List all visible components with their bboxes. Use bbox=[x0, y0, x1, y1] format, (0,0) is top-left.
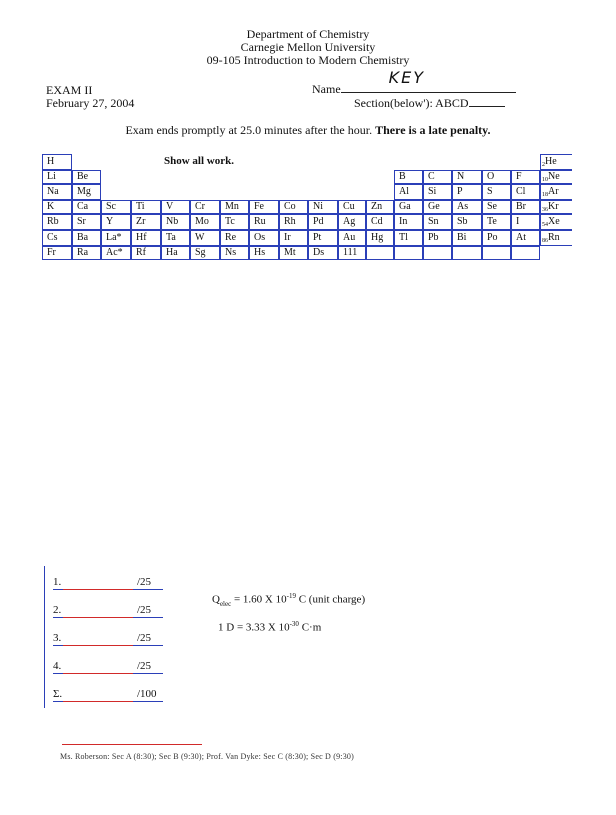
element-cell bbox=[423, 214, 452, 230]
element-symbol: Ge bbox=[428, 201, 440, 212]
element-symbol: Au bbox=[343, 232, 356, 243]
element-cell bbox=[131, 230, 161, 246]
score-blank bbox=[63, 673, 133, 674]
element-cell bbox=[279, 200, 308, 214]
score-label: 1. bbox=[53, 576, 62, 588]
empty-element-cell bbox=[366, 246, 394, 260]
element-symbol: Si bbox=[428, 186, 437, 197]
element-cell bbox=[482, 200, 511, 214]
element-cell bbox=[190, 230, 220, 246]
element-symbol: O bbox=[487, 171, 495, 182]
element-symbol: Co bbox=[284, 201, 296, 212]
element-symbol: Mt bbox=[284, 247, 296, 258]
element-symbol: La* bbox=[106, 232, 122, 243]
element-symbol: S bbox=[487, 186, 493, 197]
element-symbol: Pb bbox=[428, 232, 439, 243]
element-symbol: Ga bbox=[399, 201, 411, 212]
score-row bbox=[53, 632, 173, 646]
score-points: /25 bbox=[137, 632, 152, 644]
element-cell bbox=[42, 170, 72, 184]
empty-element-cell bbox=[511, 246, 540, 260]
exam-notice-text: Exam ends promptly at 25.0 minutes after the hour. bbox=[125, 123, 373, 137]
show-work-note: Show all work. bbox=[164, 155, 234, 167]
element-symbol: Ni bbox=[313, 201, 323, 212]
section-schedule: Ms. Roberson: Sec A (8:30); Sec B (9:30); Prof. Van Dyke: Sec C (8:30); Sec D (9:30) bbox=[60, 752, 354, 761]
element-symbol: Na bbox=[47, 186, 59, 197]
element-symbol: Nb bbox=[166, 216, 179, 227]
element-symbol: Ag bbox=[343, 216, 356, 227]
element-cell bbox=[540, 184, 572, 200]
element-symbol: Al bbox=[399, 186, 409, 197]
element-cell bbox=[394, 184, 423, 200]
element-symbol: Os bbox=[254, 232, 266, 243]
element-symbol: Sc bbox=[106, 201, 116, 212]
element-symbol: Y bbox=[106, 216, 114, 227]
element-cell bbox=[423, 230, 452, 246]
element-cell bbox=[220, 214, 249, 230]
element-symbol: Ca bbox=[77, 201, 89, 212]
element-cell bbox=[511, 214, 540, 230]
element-cell bbox=[72, 184, 101, 200]
element-cell bbox=[452, 170, 482, 184]
element-cell bbox=[540, 214, 572, 230]
score-row-total bbox=[53, 688, 173, 702]
element-symbol: Ba bbox=[77, 232, 89, 243]
element-cell bbox=[511, 200, 540, 214]
debye-unit: C·m bbox=[298, 621, 322, 634]
element-cell bbox=[42, 200, 72, 214]
atomic-number: 36 bbox=[542, 207, 548, 213]
score-box bbox=[44, 566, 173, 708]
element-cell bbox=[42, 184, 72, 200]
q-unit: C (unit charge) bbox=[295, 593, 366, 606]
debye-exponent: -30 bbox=[289, 620, 299, 628]
score-blank bbox=[63, 701, 133, 702]
element-cell bbox=[540, 170, 572, 184]
late-penalty-text: There is a late penalty. bbox=[375, 123, 491, 137]
element-symbol: H bbox=[47, 156, 55, 167]
element-cell bbox=[249, 246, 279, 260]
element-symbol: Ra bbox=[77, 247, 89, 258]
element-cell bbox=[338, 214, 366, 230]
element-symbol: Cr bbox=[195, 201, 205, 212]
element-cell bbox=[366, 230, 394, 246]
element-symbol: Cd bbox=[371, 216, 383, 227]
element-symbol: Ir bbox=[284, 232, 291, 243]
score-blank bbox=[63, 645, 133, 646]
empty-element-cell bbox=[394, 246, 423, 260]
element-symbol: Kr bbox=[548, 201, 559, 212]
element-cell bbox=[42, 154, 72, 170]
empty-element-cell bbox=[423, 246, 452, 260]
document-header bbox=[0, 28, 616, 67]
element-symbol: At bbox=[516, 232, 526, 243]
element-cell bbox=[101, 214, 131, 230]
atomic-number: 18 bbox=[542, 192, 548, 198]
element-cell bbox=[279, 246, 308, 260]
element-symbol: Tl bbox=[399, 232, 408, 243]
element-symbol: Fr bbox=[47, 247, 56, 258]
element-cell bbox=[131, 214, 161, 230]
element-symbol: Hg bbox=[371, 232, 384, 243]
name-blank bbox=[341, 68, 516, 93]
element-cell bbox=[161, 214, 190, 230]
element-cell bbox=[423, 170, 452, 184]
element-cell bbox=[101, 200, 131, 214]
element-cell bbox=[423, 184, 452, 200]
exam-title: EXAM II bbox=[46, 83, 93, 97]
score-blank bbox=[63, 589, 133, 590]
department-line: Department of Chemistry bbox=[246, 27, 370, 41]
element-cell bbox=[338, 246, 366, 260]
element-cell bbox=[308, 214, 338, 230]
q-value: = 1.60 X 10 bbox=[231, 593, 287, 606]
element-symbol: Hf bbox=[136, 232, 147, 243]
element-cell bbox=[131, 246, 161, 260]
element-cell bbox=[190, 200, 220, 214]
atomic-number: 86 bbox=[542, 238, 548, 244]
element-cell bbox=[423, 200, 452, 214]
element-cell bbox=[249, 200, 279, 214]
element-cell bbox=[72, 170, 101, 184]
section-blank bbox=[469, 96, 505, 107]
element-symbol: Fe bbox=[254, 201, 264, 212]
element-cell bbox=[249, 214, 279, 230]
element-cell bbox=[540, 154, 572, 170]
element-cell bbox=[394, 200, 423, 214]
element-cell bbox=[511, 230, 540, 246]
element-symbol: Cu bbox=[343, 201, 355, 212]
element-cell bbox=[452, 230, 482, 246]
element-symbol: Pd bbox=[313, 216, 324, 227]
element-cell bbox=[190, 214, 220, 230]
element-symbol: Ar bbox=[548, 186, 559, 197]
element-symbol: Se bbox=[487, 201, 497, 212]
element-cell bbox=[482, 230, 511, 246]
empty-element-cell bbox=[482, 246, 511, 260]
element-cell bbox=[540, 230, 572, 246]
element-symbol: Sr bbox=[77, 216, 86, 227]
element-symbol: B bbox=[399, 171, 406, 182]
element-symbol: As bbox=[457, 201, 469, 212]
element-cell bbox=[394, 170, 423, 184]
element-symbol: Zr bbox=[136, 216, 146, 227]
score-row bbox=[53, 604, 173, 618]
element-symbol: Sb bbox=[457, 216, 468, 227]
score-points: /25 bbox=[137, 660, 152, 672]
element-symbol: He bbox=[545, 156, 557, 167]
element-cell bbox=[72, 246, 101, 260]
atomic-number: 54 bbox=[542, 222, 548, 228]
empty-element-cell bbox=[452, 246, 482, 260]
element-cell bbox=[366, 214, 394, 230]
score-label: 4. bbox=[53, 660, 62, 672]
element-symbol: Rf bbox=[136, 247, 146, 258]
element-cell bbox=[161, 246, 190, 260]
element-symbol: In bbox=[399, 216, 408, 227]
element-symbol: Mn bbox=[225, 201, 239, 212]
name-field bbox=[312, 68, 516, 97]
element-cell bbox=[220, 246, 249, 260]
element-symbol: 111 bbox=[343, 247, 358, 258]
element-symbol: Cl bbox=[516, 186, 526, 197]
element-cell bbox=[161, 200, 190, 214]
element-cell bbox=[540, 200, 572, 214]
name-label: Name bbox=[312, 82, 341, 96]
element-symbol: Rn bbox=[548, 232, 560, 243]
element-symbol: Hs bbox=[254, 247, 266, 258]
element-symbol: Br bbox=[516, 201, 526, 212]
element-cell bbox=[452, 200, 482, 214]
element-cell bbox=[220, 200, 249, 214]
element-cell bbox=[249, 230, 279, 246]
element-symbol: I bbox=[516, 216, 520, 227]
element-cell bbox=[308, 246, 338, 260]
element-symbol: Ne bbox=[548, 171, 560, 182]
element-cell bbox=[101, 246, 131, 260]
elementary-charge-constant bbox=[212, 592, 365, 608]
element-symbol: Ru bbox=[254, 216, 266, 227]
name-value: KEY bbox=[388, 68, 426, 87]
q-exponent: -19 bbox=[286, 592, 296, 600]
element-cell bbox=[338, 200, 366, 214]
score-label: 3. bbox=[53, 632, 62, 644]
debye-value: 1 D = 3.33 X 10 bbox=[218, 621, 290, 634]
element-symbol: Be bbox=[77, 171, 89, 182]
footer-rule bbox=[62, 744, 202, 745]
element-cell bbox=[42, 214, 72, 230]
element-cell bbox=[101, 230, 131, 246]
element-cell bbox=[308, 230, 338, 246]
element-symbol: Zn bbox=[371, 201, 383, 212]
university-line: Carnegie Mellon University bbox=[240, 40, 376, 54]
element-cell bbox=[42, 230, 72, 246]
element-cell bbox=[482, 184, 511, 200]
score-points: /25 bbox=[137, 576, 152, 588]
element-symbol: Te bbox=[487, 216, 497, 227]
element-cell bbox=[394, 214, 423, 230]
element-symbol: P bbox=[457, 186, 463, 197]
element-symbol: Ac* bbox=[106, 247, 123, 258]
element-cell bbox=[190, 246, 220, 260]
element-symbol: C bbox=[428, 171, 435, 182]
exam-date: February 27, 2004 bbox=[46, 96, 135, 110]
element-cell bbox=[452, 214, 482, 230]
element-symbol: Pt bbox=[313, 232, 322, 243]
element-cell bbox=[279, 214, 308, 230]
element-symbol: V bbox=[166, 201, 174, 212]
element-symbol: Ta bbox=[166, 232, 176, 243]
element-symbol: Rb bbox=[47, 216, 59, 227]
element-symbol: Sn bbox=[428, 216, 439, 227]
element-cell bbox=[366, 200, 394, 214]
exam-info bbox=[46, 84, 134, 110]
score-points: /100 bbox=[137, 688, 157, 700]
element-symbol: Ds bbox=[313, 247, 325, 258]
score-label: 2. bbox=[53, 604, 62, 616]
q-subscript: elec bbox=[219, 599, 232, 608]
element-cell bbox=[161, 230, 190, 246]
debye-constant bbox=[218, 620, 321, 634]
score-points: /25 bbox=[137, 604, 152, 616]
element-cell bbox=[131, 200, 161, 214]
element-symbol: Xe bbox=[548, 216, 560, 227]
element-cell bbox=[452, 184, 482, 200]
element-symbol: Ns bbox=[225, 247, 237, 258]
element-cell bbox=[72, 214, 101, 230]
element-symbol: Po bbox=[487, 232, 498, 243]
element-symbol: Cs bbox=[47, 232, 58, 243]
element-symbol: Tc bbox=[225, 216, 235, 227]
element-cell bbox=[42, 246, 72, 260]
element-cell bbox=[511, 184, 540, 200]
element-cell bbox=[308, 200, 338, 214]
element-symbol: Rh bbox=[284, 216, 296, 227]
q-symbol: Q bbox=[212, 593, 220, 606]
atomic-number: 2 bbox=[542, 162, 545, 168]
element-symbol: W bbox=[195, 232, 205, 243]
element-cell bbox=[511, 170, 540, 184]
atomic-number: 10 bbox=[542, 177, 548, 183]
section-label: Section(below'): ABCD bbox=[354, 96, 469, 110]
element-symbol: K bbox=[47, 201, 55, 212]
element-symbol: Ti bbox=[136, 201, 145, 212]
score-label: Σ. bbox=[53, 688, 63, 700]
element-symbol: Bi bbox=[457, 232, 467, 243]
score-blank bbox=[63, 617, 133, 618]
element-cell bbox=[394, 230, 423, 246]
course-line: 09-105 Introduction to Modern Chemistry bbox=[206, 53, 410, 67]
element-symbol: Re bbox=[225, 232, 237, 243]
exam-notice bbox=[0, 123, 616, 138]
element-cell bbox=[279, 230, 308, 246]
element-symbol: F bbox=[516, 171, 522, 182]
element-cell bbox=[72, 230, 101, 246]
element-symbol: Mo bbox=[195, 216, 209, 227]
element-cell bbox=[72, 200, 101, 214]
element-cell bbox=[482, 214, 511, 230]
element-symbol: Sg bbox=[195, 247, 206, 258]
element-symbol: N bbox=[457, 171, 465, 182]
element-cell bbox=[482, 170, 511, 184]
section-field bbox=[354, 96, 505, 111]
element-symbol: Mg bbox=[77, 186, 91, 197]
element-symbol: Li bbox=[47, 171, 56, 182]
element-symbol: Ha bbox=[166, 247, 178, 258]
element-cell bbox=[220, 230, 249, 246]
score-row bbox=[53, 576, 173, 590]
element-cell bbox=[338, 230, 366, 246]
score-row bbox=[53, 660, 173, 674]
